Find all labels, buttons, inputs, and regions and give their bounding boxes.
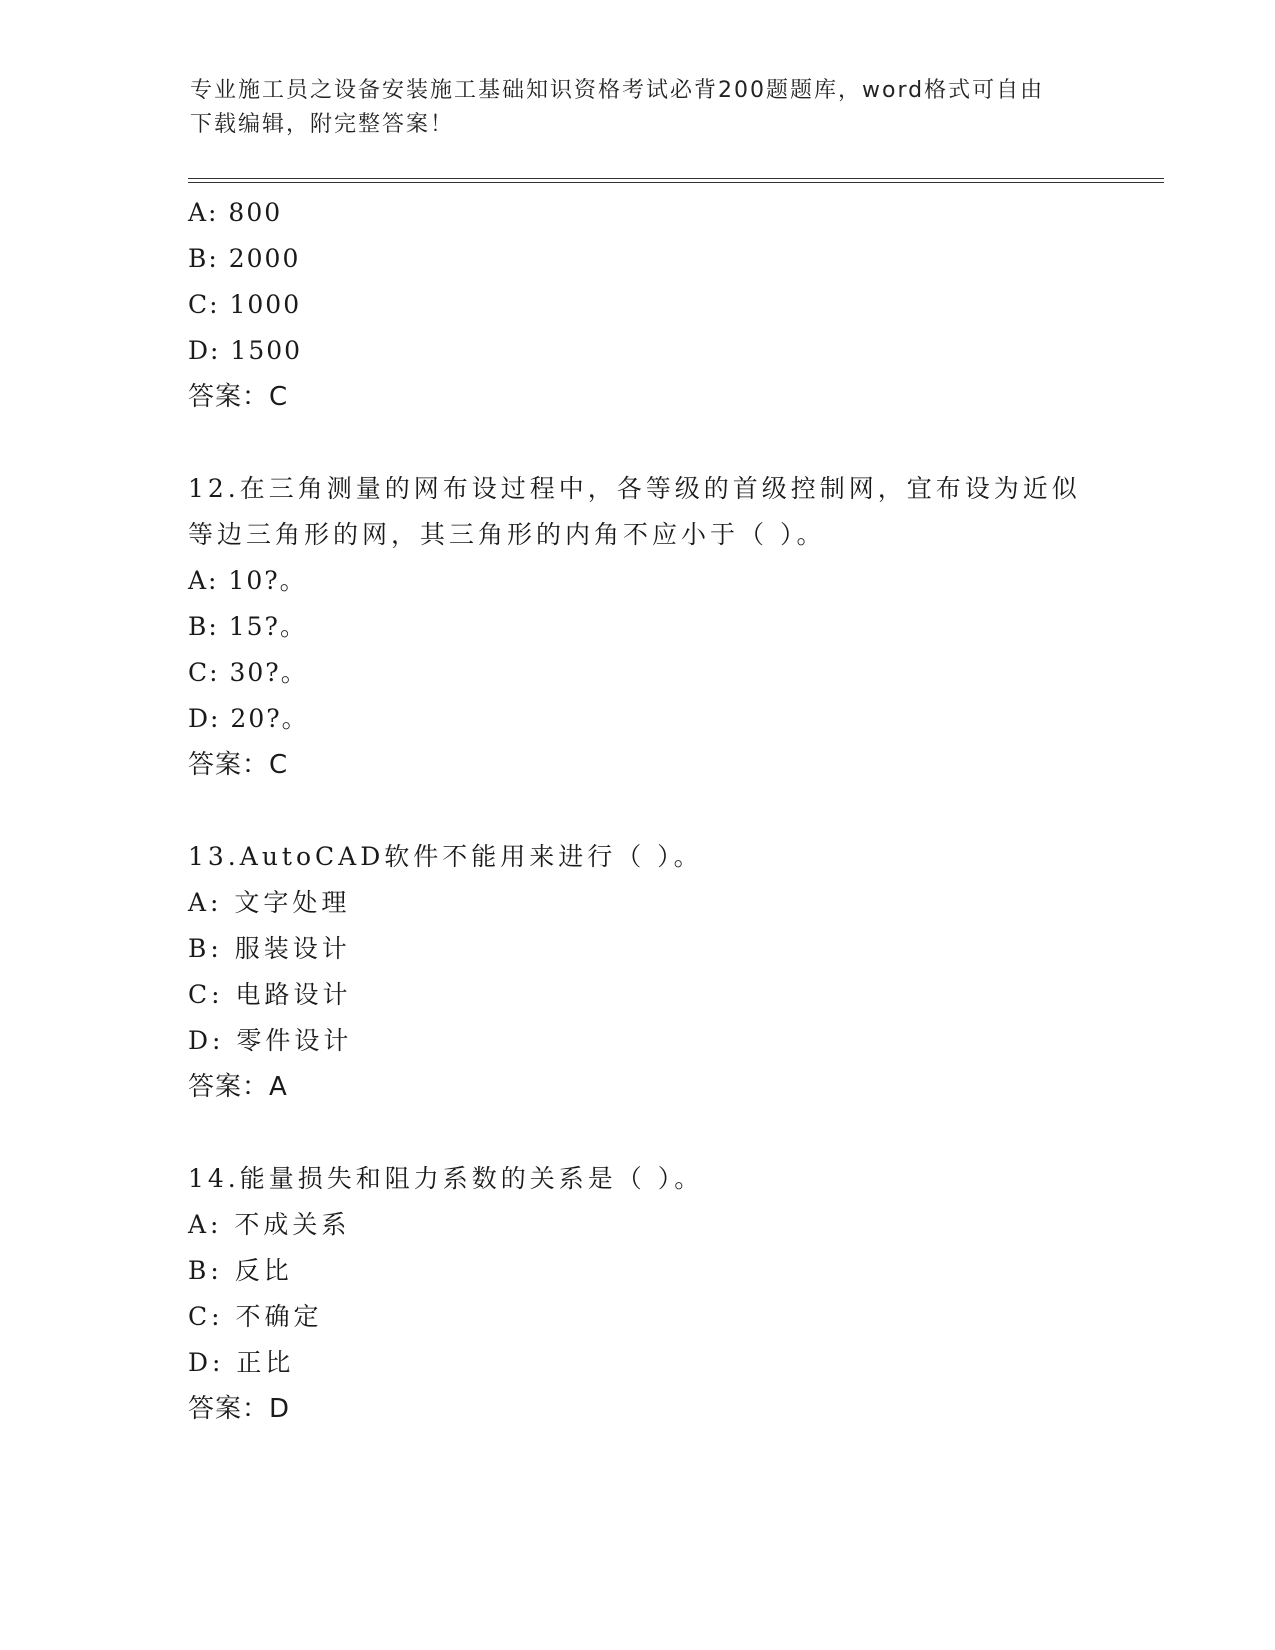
option-d: D: 1500 bbox=[188, 336, 303, 365]
answer: 答案：C bbox=[188, 382, 289, 412]
question-13 bbox=[188, 834, 1088, 1110]
question-text-line-2: 等边三角形的网，其三角形的内角不应小于（ ）。 bbox=[188, 520, 826, 549]
question-text-line-1: 14.能量损失和阻力系数的关系是（ ）。 bbox=[188, 1164, 704, 1193]
spacer bbox=[188, 1110, 1088, 1156]
option-d: D: 零件设计 bbox=[188, 1026, 353, 1055]
option-c: C: 30?。 bbox=[188, 658, 308, 687]
spacer bbox=[188, 420, 1088, 466]
header-divider bbox=[188, 178, 1164, 183]
spacer bbox=[188, 788, 1088, 834]
option-b: B: 15?。 bbox=[188, 612, 307, 641]
option-c: C: 不确定 bbox=[188, 1302, 323, 1331]
option-d: D: 正比 bbox=[188, 1348, 295, 1377]
question-14 bbox=[188, 1156, 1088, 1432]
option-a: A: 10?。 bbox=[188, 566, 307, 595]
question-text-line-1: 12.在三角测量的网布设过程中，各等级的首级控制网，宜布设为近似 bbox=[188, 474, 1081, 503]
option-c: C: 1000 bbox=[188, 290, 302, 319]
option-b: B: 服装设计 bbox=[188, 934, 351, 963]
option-a: A: 不成关系 bbox=[188, 1210, 351, 1239]
header-line-1: 专业施工员之设备安装施工基础知识资格考试必背200题题库，word格式可自由 bbox=[190, 78, 1045, 103]
answer: 答案：C bbox=[188, 750, 289, 780]
option-b: B: 2000 bbox=[188, 244, 301, 273]
document-header bbox=[190, 74, 1090, 142]
question-11 bbox=[188, 190, 1088, 420]
option-a: A: 文字处理 bbox=[188, 888, 351, 917]
header-line-2: 下载编辑，附完整答案！ bbox=[190, 112, 455, 137]
question-text-line-1: 13.AutoCAD软件不能用来进行（ ）。 bbox=[188, 842, 703, 871]
option-c: C: 电路设计 bbox=[188, 980, 352, 1009]
answer: 答案：A bbox=[188, 1072, 288, 1102]
option-a: A: 800 bbox=[188, 198, 283, 227]
option-d: D: 20?。 bbox=[188, 704, 309, 733]
question-12 bbox=[188, 466, 1088, 788]
question-list bbox=[188, 190, 1088, 1432]
answer: 答案：D bbox=[188, 1394, 291, 1424]
option-b: B: 反比 bbox=[188, 1256, 293, 1285]
